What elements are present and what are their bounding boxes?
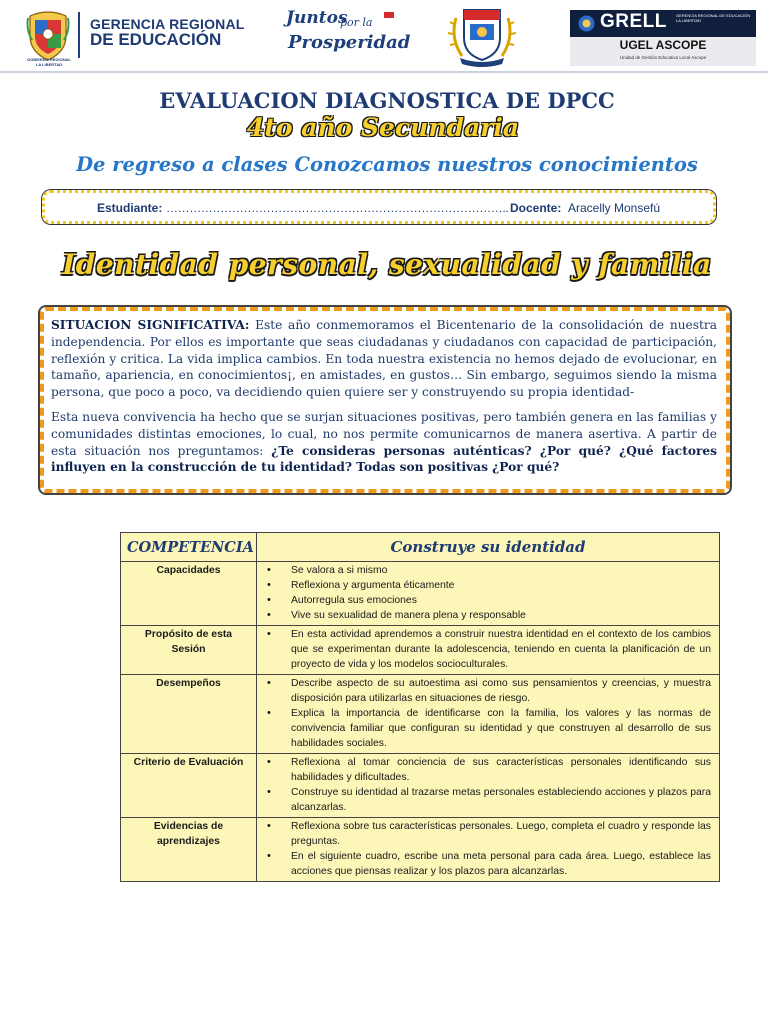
gerencia-line2: DE EDUCACIÓN xyxy=(90,30,222,49)
table-row xyxy=(121,562,720,626)
gerencia-logo-text xyxy=(90,17,245,47)
situation-text xyxy=(51,317,717,484)
situation-paragraph-2 xyxy=(51,409,717,476)
grell-ugel-logo xyxy=(570,10,756,66)
flag-icon xyxy=(384,12,394,18)
ugel-title: UGEL ASCOPE xyxy=(619,38,707,52)
regional-shield-icon xyxy=(26,10,70,62)
list-item: • Reflexiona sobre tus características personales. Luego, completa el cuadro y responde las preguntas. xyxy=(291,819,711,849)
table-header-row xyxy=(121,533,720,562)
row-content xyxy=(257,675,720,754)
teacher-label: Docente: xyxy=(510,201,562,215)
subtitle: De regreso a clases Conozcamos nuestros conocimientos xyxy=(76,153,698,176)
table-row xyxy=(121,754,720,818)
list-item: • Reflexiona y argumenta éticamente xyxy=(291,578,711,593)
row-content xyxy=(257,754,720,818)
bullet-list xyxy=(257,818,719,881)
row-label: Criterio de Evaluación xyxy=(121,754,257,818)
list-item: • Autorregula sus emociones xyxy=(291,593,711,608)
situation-paragraph-1 xyxy=(51,317,717,401)
situation-p1: Este año conmemoramos el Bicentenario de la consolidación de nuestra independencia. Por ellos es importante que seas ciudadanas y ciudadanos con capacidad de participación, reflexión y critica. La vida implica cambios. En toda nuestra existencia no hemos dejado de evolucionar, en tamaño, apariencia, en conocimientos¡, en amistades, en gustos… Sin embargo, seguimos siendo la misma persona, que poco a poco, va decidiendo quien quiere ser y construyendo su propia identidad- xyxy=(51,318,717,400)
list-item: • Vive su sexualidad de manera plena y responsable xyxy=(291,608,711,623)
juntos-word: Juntos xyxy=(286,8,348,28)
grell-subtitle: GERENCIA REGIONAL DE EDUCACIÓN LA LIBERTAD xyxy=(676,13,751,23)
page-header xyxy=(0,0,768,72)
student-label: Estudiante: xyxy=(97,201,163,215)
bullet-list xyxy=(257,562,719,625)
bullet-list xyxy=(257,675,719,753)
student-name-field[interactable]: …………………………………………………………………………….. xyxy=(166,201,509,215)
row-label: Capacidades xyxy=(121,562,257,626)
list-item: • Reflexiona al tomar conciencia de sus características personales identificando sus habilidades y dificultades. xyxy=(291,755,711,785)
grell-text: GRELL xyxy=(600,11,667,32)
bullet-list xyxy=(257,626,719,674)
row-label: Desempeños xyxy=(121,675,257,754)
competency-table xyxy=(120,532,720,882)
row-content xyxy=(257,562,720,626)
shield-caption: GOBIERNO REGIONAL LA LIBERTAD xyxy=(26,57,71,67)
juntos-logo xyxy=(282,6,411,58)
row-content xyxy=(257,818,720,882)
bullet-list xyxy=(257,754,719,817)
situation-questions: ¿Te consideras personas auténticas? ¿Por qué? ¿Qué factores influyen en la construcción de tu identidad? Todas son positivas ¿Por qué? xyxy=(51,443,718,475)
ugel-subtitle: Unidad de Gestión Educativa Local Ascope xyxy=(619,55,707,60)
grell-seal-icon xyxy=(578,15,595,32)
list-item: • Se valora a si mismo xyxy=(291,563,711,578)
list-item: • Describe aspecto de su autoestima asi como sus pensamientos y creencias, y muestra disposición para utilizarlas en situaciones de riesgo. xyxy=(291,676,711,706)
juntos-por-la: por la xyxy=(340,16,373,29)
header-rule xyxy=(0,71,768,73)
table-row xyxy=(121,675,720,754)
list-item: • Explica la importancia de identificarse con la familia, los valores y las normas de convivencia familiar que configuran su identidad y que construyen al desarrollo de sus habilidades sociales. xyxy=(291,706,711,751)
table-row xyxy=(121,818,720,882)
competency-name: Construye su identidad xyxy=(257,533,720,562)
header-divider xyxy=(78,12,80,58)
gerencia-line1: GERENCIA REGIONAL xyxy=(90,16,245,32)
situation-p2: Esta nueva convivencia ha hecho que se surjan situaciones positivas, pero también genera en las familias y comunidades distintas emociones, lo cual, no nos permite comunicarnos de manera asertiva. A partir de esta situación nos preguntamos: xyxy=(51,409,717,458)
grell-banner xyxy=(570,10,756,37)
list-item: • Construye su identidad al trazarse metas personales estableciendo acciones y plazos para alcanzarlas. xyxy=(291,785,711,815)
situation-label: SITUACION SIGNIFICATIVA: xyxy=(51,318,250,332)
competency-header: COMPETENCIA xyxy=(121,533,257,562)
page-title: EVALUACION DIAGNOSTICA DE DPCC xyxy=(159,88,615,113)
section-title: Identidad personal, sexualidad y familia xyxy=(62,248,712,281)
list-item: • En el siguiente cuadro, escribe una meta personal para cada área. Luego, establece las acciones que piensas realizar y los plazos para alcanzarlas. xyxy=(291,849,711,879)
row-label: Evidencias de aprendizajes xyxy=(121,818,257,882)
row-label: Propósito de esta Sesión xyxy=(121,626,257,675)
teacher-name: Aracelly Monsefú xyxy=(568,201,661,215)
school-emblem-icon xyxy=(448,4,516,68)
list-item: • En esta actividad aprendemos a construir nuestra identidad en el contexto de los cambios que se experimentan durante la adolescencia, teniendo en cuenta la planificación de un proyecto de vida y los modelos socioculturales. xyxy=(291,627,711,672)
student-info-box xyxy=(42,190,716,224)
row-content xyxy=(257,626,720,675)
table-row xyxy=(121,626,720,675)
grade-title: 4to año Secundaria xyxy=(246,113,520,142)
juntos-prosperidad: Prosperidad xyxy=(288,32,411,53)
